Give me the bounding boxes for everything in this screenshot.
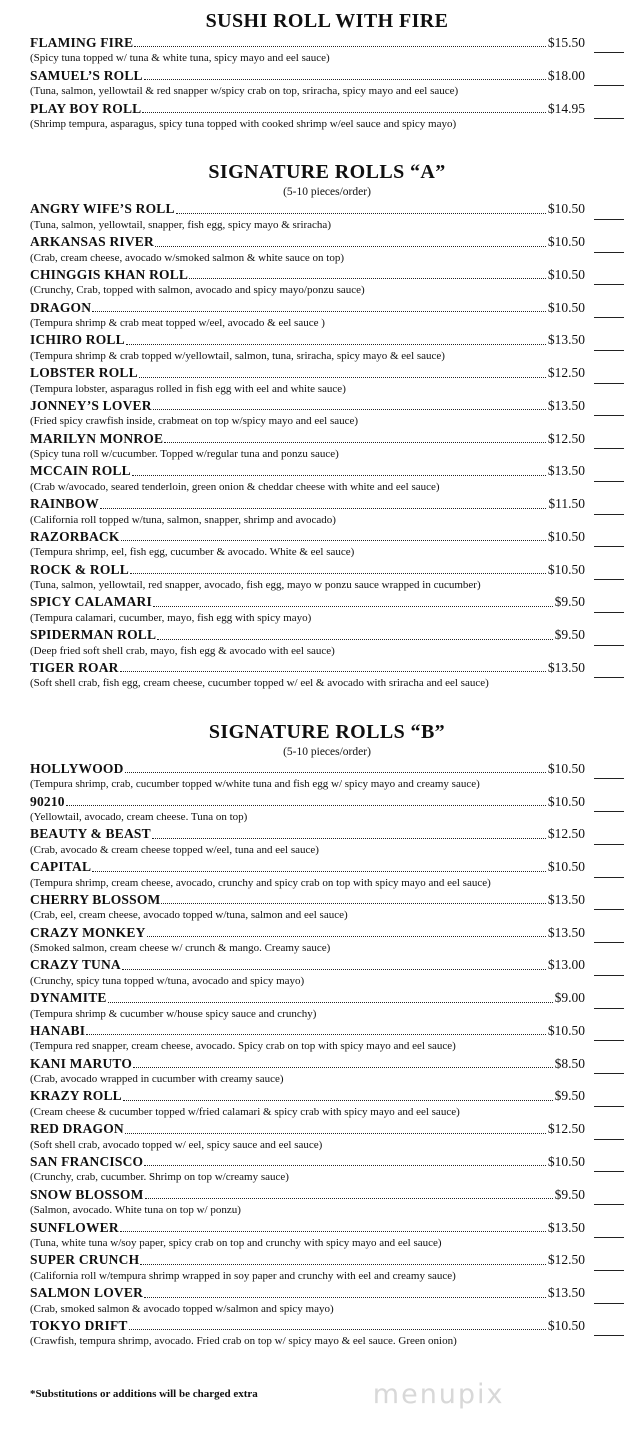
menu-item-price: $10.50 xyxy=(547,859,585,875)
dot-leader xyxy=(189,278,546,279)
write-in-line xyxy=(594,1228,624,1238)
write-in-line xyxy=(594,243,624,253)
write-in-line xyxy=(594,275,624,285)
menu-item-row xyxy=(30,300,624,316)
menu-item-name: BEAUTY & BEAST xyxy=(30,826,151,842)
menu-item-description: (Spicy tuna roll w/cucumber. Topped w/regular tuna and ponzu sauce) xyxy=(30,448,339,461)
menu-item-row xyxy=(30,35,624,51)
menu-item-name: ARKANSAS RIVER xyxy=(30,234,154,250)
menu-item-name: SUPER CRUNCH xyxy=(30,1252,140,1268)
menu-item-price: $9.00 xyxy=(554,990,585,1006)
menu-item-description: (Spicy tuna topped w/ tuna & white tuna, spicy mayo and eel sauce) xyxy=(30,52,330,65)
write-in-line xyxy=(594,109,624,119)
menu-item-price: $10.50 xyxy=(547,561,585,577)
menu-item xyxy=(30,1088,624,1119)
write-in-line xyxy=(594,868,624,878)
menu-item-name: SNOW BLOSSOM xyxy=(30,1186,144,1202)
menu-item-description: (Crunchy, spicy tuna topped w/tuna, avocado and spicy mayo) xyxy=(30,974,305,987)
dot-leader xyxy=(140,1264,546,1265)
menu-item xyxy=(30,431,624,462)
menu-item-name: TOKYO DRIFT xyxy=(30,1317,128,1333)
write-in-line xyxy=(594,1097,624,1107)
section-subtitle: (5-10 pieces/order) xyxy=(283,186,371,199)
menu-item-price: $13.50 xyxy=(547,660,585,676)
menu-item-price: $18.00 xyxy=(547,67,585,83)
dot-leader xyxy=(152,838,546,839)
menu-item-name: DYNAMITE xyxy=(30,990,107,1006)
menu-item-row xyxy=(30,660,624,676)
menu-item xyxy=(30,1154,624,1185)
menu-item xyxy=(30,1285,624,1316)
menu-item-description: (Deep fried soft shell crab, mayo, fish egg & avocado with eel sauce) xyxy=(30,644,335,657)
menu-item-row xyxy=(30,201,624,217)
menu-item-row xyxy=(30,562,624,578)
section-items xyxy=(30,201,624,690)
menu-item-description: (Crab w/avocado, seared tenderloin, green onion & cheddar cheese with white and eel sauce) xyxy=(30,480,440,493)
write-in-line xyxy=(594,308,624,318)
menu-item-price: $13.50 xyxy=(547,1285,585,1301)
menu-item-row xyxy=(30,826,624,842)
menu-item xyxy=(30,1252,624,1283)
write-in-line xyxy=(594,900,624,910)
write-in-line xyxy=(594,966,624,976)
menupix-watermark: menupix xyxy=(372,1378,505,1410)
write-in-line xyxy=(594,1195,624,1205)
menu-item-name: ICHIRO ROLL xyxy=(30,332,125,348)
menu-item-name: ANGRY WIFE’S ROLL xyxy=(30,201,175,217)
menu-item-price: $13.50 xyxy=(547,1219,585,1235)
menu-item xyxy=(30,332,624,363)
menu-item xyxy=(30,529,624,560)
dot-leader xyxy=(108,1002,553,1003)
menu-item-description: (Tempura calamari, cucumber, mayo, fish egg with spicy mayo) xyxy=(30,611,312,624)
menu-item-name: DRAGON xyxy=(30,299,92,315)
menu-item-row xyxy=(30,1318,624,1334)
menu-item-description: (Crab, smoked salmon & avocado topped w/salmon and spicy mayo) xyxy=(30,1302,334,1315)
menu-item-row xyxy=(30,925,624,941)
dot-leader xyxy=(120,1231,546,1232)
menu-item xyxy=(30,1187,624,1218)
menu-item-row xyxy=(30,594,624,610)
menu-item xyxy=(30,990,624,1021)
write-in-line xyxy=(594,537,624,547)
menu-item-price: $13.00 xyxy=(547,957,585,973)
menu-item-price: $10.50 xyxy=(547,201,585,217)
menu-item-description: (Crab, avocado & cream cheese topped w/eel, tuna and eel sauce) xyxy=(30,843,319,856)
dot-leader xyxy=(134,46,546,47)
menu-item-name: JONNEY’S LOVER xyxy=(30,397,152,413)
menu-item xyxy=(30,35,624,66)
menu-item-row xyxy=(30,1285,624,1301)
dot-leader xyxy=(142,112,546,113)
menu-item-price: $10.50 xyxy=(547,266,585,282)
write-in-line xyxy=(594,769,624,779)
menu-item xyxy=(30,892,624,923)
dot-leader xyxy=(144,79,546,80)
menu-item-row xyxy=(30,496,624,512)
menu-item-name: CRAZY TUNA xyxy=(30,957,121,973)
menu-item-price: $14.95 xyxy=(547,100,585,116)
dot-leader xyxy=(153,606,553,607)
section-title: SIGNATURE ROLLS “B” xyxy=(208,720,446,743)
menu-item xyxy=(30,1023,624,1054)
menu-item-description: (Smoked salmon, cream cheese w/ crunch & mango. Creamy sauce) xyxy=(30,942,331,955)
menu-item xyxy=(30,627,624,658)
menu-item-description: (Fried spicy crawfish inside, crabmeat on top w/spicy mayo and eel sauce) xyxy=(30,415,359,428)
dot-leader xyxy=(161,903,545,904)
menu-item-name: PLAY BOY ROLL xyxy=(30,100,142,116)
menu-item-name: SPIDERMAN ROLL xyxy=(30,627,157,643)
menu-item-price: $13.50 xyxy=(547,332,585,348)
dot-leader xyxy=(144,1165,546,1166)
menu-item-name: MARILYN MONROE xyxy=(30,430,164,446)
menu-item-row xyxy=(30,332,624,348)
dot-leader xyxy=(126,344,546,345)
menu-item-price: $11.50 xyxy=(548,496,585,512)
section-items xyxy=(30,761,624,1349)
menu-item xyxy=(30,1220,624,1251)
menu-item-description: (Tempura shrimp & crab meat topped w/eel, avocado & eel sauce ) xyxy=(30,317,325,330)
menu-item-name: RED DRAGON xyxy=(30,1121,124,1137)
dot-leader xyxy=(139,377,546,378)
menu-item-price: $10.50 xyxy=(547,528,585,544)
menu-item-row xyxy=(30,267,624,283)
menu-item-price: $13.50 xyxy=(547,463,585,479)
substitutions-note: *Substitutions or additions will be charged extra xyxy=(30,1388,258,1401)
dot-leader xyxy=(144,1297,546,1298)
write-in-line xyxy=(594,802,624,812)
section-items xyxy=(30,35,624,131)
dot-leader xyxy=(125,772,546,773)
dot-leader xyxy=(157,639,552,640)
menu-item-row xyxy=(30,957,624,973)
write-in-line xyxy=(594,1031,624,1041)
menu-item-name: TIGER ROAR xyxy=(30,660,119,676)
menu-item-price: $12.50 xyxy=(547,430,585,446)
menu-item-name: KRAZY ROLL xyxy=(30,1088,122,1104)
menu-item xyxy=(30,562,624,593)
menu-item-price: $10.50 xyxy=(547,1153,585,1169)
dot-leader xyxy=(145,1198,553,1199)
dot-leader xyxy=(147,936,546,937)
menu-item-row xyxy=(30,1252,624,1268)
menu-item xyxy=(30,463,624,494)
menu-item-price: $15.50 xyxy=(547,35,585,50)
menu-item-description: (Tuna, white tuna w/soy paper, spicy crab on top and crunchy with spicy mayo and eel sauce) xyxy=(30,1236,442,1249)
menu-item xyxy=(30,267,624,298)
menu-item-row xyxy=(30,463,624,479)
dot-leader xyxy=(133,1067,553,1068)
menu-item-row xyxy=(30,761,624,777)
menu-item-description: (Soft shell crab, avocado topped w/ eel, spicy sauce and eel sauce) xyxy=(30,1138,323,1151)
menu-item-price: $12.50 xyxy=(547,826,585,842)
write-in-line xyxy=(594,570,624,580)
menu-item-price: $9.50 xyxy=(554,594,585,610)
menu-item-row xyxy=(30,1187,624,1203)
section-title: SIGNATURE ROLLS “A” xyxy=(208,161,446,184)
menu-item-description: (Tuna, salmon, yellowtail & red snapper w/spicy crab on top, sriracha, spicy mayo and eel sauce) xyxy=(30,85,459,98)
write-in-line xyxy=(594,341,624,351)
write-in-line xyxy=(594,933,624,943)
dot-leader xyxy=(92,871,546,872)
menu-item-row xyxy=(30,859,624,875)
menu-item-description: (Tempura shrimp & crab topped w/yellowtail, salmon, tuna, sriracha, spicy mayo & eel sauce) xyxy=(30,349,445,362)
menu-item-row xyxy=(30,68,624,84)
dot-leader xyxy=(123,1100,553,1101)
menu-section xyxy=(30,10,624,131)
write-in-line xyxy=(594,1162,624,1172)
menu-item-name: ROCK & ROLL xyxy=(30,561,129,577)
menu-item xyxy=(30,594,624,625)
menu-item xyxy=(30,234,624,265)
menu-item-price: $9.50 xyxy=(554,1088,585,1104)
menu-item-name: FLAMING FIRE xyxy=(30,35,134,50)
menu-item-price: $10.50 xyxy=(547,234,585,250)
menu-item-description: (Crab, cream cheese, avocado w/smoked salmon & white sauce on top) xyxy=(30,251,345,264)
menu-item-name: SUNFLOWER xyxy=(30,1219,119,1235)
menu-item-row xyxy=(30,627,624,643)
dot-leader xyxy=(153,409,546,410)
dot-leader xyxy=(176,213,546,214)
menu-item-description: (Crab, eel, cream cheese, avocado topped w/tuna, salmon and eel sauce) xyxy=(30,909,348,922)
menu-item-description: (Crunchy, Crab, topped with salmon, avocado and spicy mayo/ponzu sauce) xyxy=(30,284,365,297)
menu-item-description: (Tempura red snapper, cream cheese, avocado. Spicy crab on top with spicy mayo and eel sauce) xyxy=(30,1040,456,1053)
menu-item-row xyxy=(30,101,624,117)
menu-item-price: $13.50 xyxy=(547,891,585,907)
menu-item xyxy=(30,761,624,792)
menu-item-row xyxy=(30,1056,624,1072)
menu-item xyxy=(30,201,624,232)
menu-item-description: (Shrimp tempura, asparagus, spicy tuna topped with cooked shrimp w/eel sauce and spicy mayo) xyxy=(30,118,457,130)
menu-item-description: (California roll topped w/tuna, salmon, snapper, shrimp and avocado) xyxy=(30,513,336,526)
menu-item-price: $10.50 xyxy=(547,1022,585,1038)
menu-item-price: $12.50 xyxy=(547,1252,585,1268)
menu-item-price: $10.50 xyxy=(547,793,585,809)
menu-item-name: CHERRY BLOSSOM xyxy=(30,891,161,907)
menu-item-price: $10.50 xyxy=(547,299,585,315)
write-in-line xyxy=(594,668,624,678)
write-in-line xyxy=(594,76,624,86)
menu-item xyxy=(30,300,624,331)
write-in-line xyxy=(594,1261,624,1271)
menu-item-price: $13.50 xyxy=(547,924,585,940)
menu-item xyxy=(30,826,624,857)
menu-item-price: $10.50 xyxy=(547,1317,585,1333)
dot-leader xyxy=(164,442,546,443)
menu-item-name: HOLLYWOOD xyxy=(30,760,124,776)
menu-item xyxy=(30,1318,624,1349)
dot-leader xyxy=(132,475,546,476)
menu-item-name: SPICY CALAMARI xyxy=(30,594,152,610)
menu-item-description: (California roll w/tempura shrimp wrapped in soy paper and crunchy with eel and creamy sauce) xyxy=(30,1269,456,1282)
dot-leader xyxy=(120,671,546,672)
menu-item-price: $12.50 xyxy=(547,365,585,381)
write-in-line xyxy=(594,406,624,416)
dot-leader xyxy=(122,969,546,970)
menu-item xyxy=(30,1121,624,1152)
menu-section xyxy=(30,161,624,690)
menu-item-price: $13.50 xyxy=(547,397,585,413)
menu-item xyxy=(30,365,624,396)
write-in-line xyxy=(594,636,624,646)
menu-item-price: $12.50 xyxy=(547,1121,585,1137)
write-in-line xyxy=(594,1130,624,1140)
menu-item-row xyxy=(30,1023,624,1039)
write-in-line xyxy=(594,472,624,482)
write-in-line xyxy=(594,1326,624,1336)
write-in-line xyxy=(594,603,624,613)
menu-item-description: (Cream cheese & cucumber topped w/fried calamari & spicy crab with spicy mayo and eel sauce) xyxy=(30,1105,460,1118)
menu-item-price: $8.50 xyxy=(554,1055,585,1071)
menu-item-price: $10.50 xyxy=(547,760,585,776)
menu-sections xyxy=(30,10,624,1349)
menu-item-description: (Soft shell crab, fish egg, cream cheese, cucumber topped w/ eel & avocado with sriracha and eel sauce) xyxy=(30,677,489,690)
menu-item-row xyxy=(30,234,624,250)
write-in-line xyxy=(594,210,624,220)
menu-item-name: SALMON LOVER xyxy=(30,1285,144,1301)
menu-item-row xyxy=(30,1220,624,1236)
write-in-line xyxy=(594,439,624,449)
menu-item xyxy=(30,1056,624,1087)
menu-item-description: (Tempura shrimp, crab, cucumber topped w/white tuna and fish egg w/ spicy mayo and creamy sauce) xyxy=(30,778,480,791)
menu-item-name: SAN FRANCISCO xyxy=(30,1153,144,1169)
section-title: SUSHI ROLL WITH FIRE xyxy=(205,10,449,32)
write-in-line xyxy=(594,1064,624,1074)
write-in-line xyxy=(594,1294,624,1304)
dot-leader xyxy=(130,573,546,574)
menu-item-description: (Tempura shrimp, cream cheese, avocado, crunchy and spicy crab on top with spicy mayo and eel sauce) xyxy=(30,876,491,889)
menu-item-name: 90210 xyxy=(30,793,65,809)
menu-item-name: LOBSTER ROLL xyxy=(30,365,138,381)
menu-item xyxy=(30,101,624,132)
dot-leader xyxy=(155,246,546,247)
write-in-line xyxy=(594,43,624,53)
menu-item xyxy=(30,794,624,825)
menu-item-description: (Tempura lobster, asparagus rolled in fish egg with eel and white sauce) xyxy=(30,382,346,395)
dot-leader xyxy=(129,1329,546,1330)
menu-item-row xyxy=(30,398,624,414)
menu-item-name: HANABI xyxy=(30,1022,86,1038)
menu-item xyxy=(30,398,624,429)
write-in-line xyxy=(594,999,624,1009)
menu-item xyxy=(30,859,624,890)
menu-item-name: MCCAIN ROLL xyxy=(30,463,131,479)
menu-item-description: (Tuna, salmon, yellowtail, snapper, fish egg, spicy mayo & sriracha) xyxy=(30,218,331,231)
menu-item-name: RAINBOW xyxy=(30,496,99,512)
menu-item-description: (Salmon, avocado. White tuna on top w/ ponzu) xyxy=(30,1204,241,1217)
menu-item-description: (Crunchy, crab, cucumber. Shrimp on top w/creamy sauce) xyxy=(30,1171,289,1184)
menu-item-row xyxy=(30,1121,624,1137)
menu-item-name: CRAZY MONKEY xyxy=(30,924,146,940)
menu-item-price: $9.50 xyxy=(554,1186,585,1202)
menu-item-row xyxy=(30,529,624,545)
dot-leader xyxy=(121,540,546,541)
menu-item xyxy=(30,957,624,988)
menu-item-name: RAZORBACK xyxy=(30,528,120,544)
menu-item-description: (Crawfish, tempura shrimp, avocado. Fried crab on top w/ spicy mayo & eel sauce. Green onion) xyxy=(30,1335,457,1348)
menu-item-price: $9.50 xyxy=(554,627,585,643)
dot-leader xyxy=(100,508,546,509)
dot-leader xyxy=(66,805,546,806)
menu-item xyxy=(30,925,624,956)
write-in-line xyxy=(594,505,624,515)
menu-item-description: (Tempura shrimp, eel, fish egg, cucumber & avocado. White & eel sauce) xyxy=(30,546,355,559)
dot-leader xyxy=(125,1133,546,1134)
section-subtitle: (5-10 pieces/order) xyxy=(283,745,371,758)
menu-section xyxy=(30,721,624,1349)
write-in-line xyxy=(594,374,624,384)
write-in-line xyxy=(594,835,624,845)
dot-leader xyxy=(86,1034,546,1035)
menu-item-row xyxy=(30,431,624,447)
menu-item xyxy=(30,660,624,691)
menu-item-name: KANI MARUTO xyxy=(30,1055,133,1071)
menu-item-description: (Tempura shrimp & cucumber w/house spicy sauce and crunchy) xyxy=(30,1007,317,1020)
dot-leader xyxy=(92,311,546,312)
menu-item-row xyxy=(30,892,624,908)
menu-item-row xyxy=(30,1154,624,1170)
menu-item-row xyxy=(30,990,624,1006)
menu-item-name: CAPITAL xyxy=(30,859,92,875)
menu-item-row xyxy=(30,365,624,381)
menu-item-description: (Tuna, salmon, yellowtail, red snapper, avocado, fish egg, mayo w ponzu sauce wrapped in cucumber) xyxy=(30,579,481,592)
menu-item xyxy=(30,68,624,99)
menu-footer xyxy=(30,1379,624,1410)
menu-item-name: CHINGGIS KHAN ROLL xyxy=(30,266,189,282)
menu-item-description: (Crab, avocado wrapped in cucumber with creamy sauce) xyxy=(30,1073,284,1086)
menu-item-row xyxy=(30,1088,624,1104)
menu-item xyxy=(30,496,624,527)
menu-item-name: SAMUEL’S ROLL xyxy=(30,67,143,83)
menu-item-row xyxy=(30,794,624,810)
menu-item-description: (Yellowtail, avocado, cream cheese. Tuna on top) xyxy=(30,811,248,824)
